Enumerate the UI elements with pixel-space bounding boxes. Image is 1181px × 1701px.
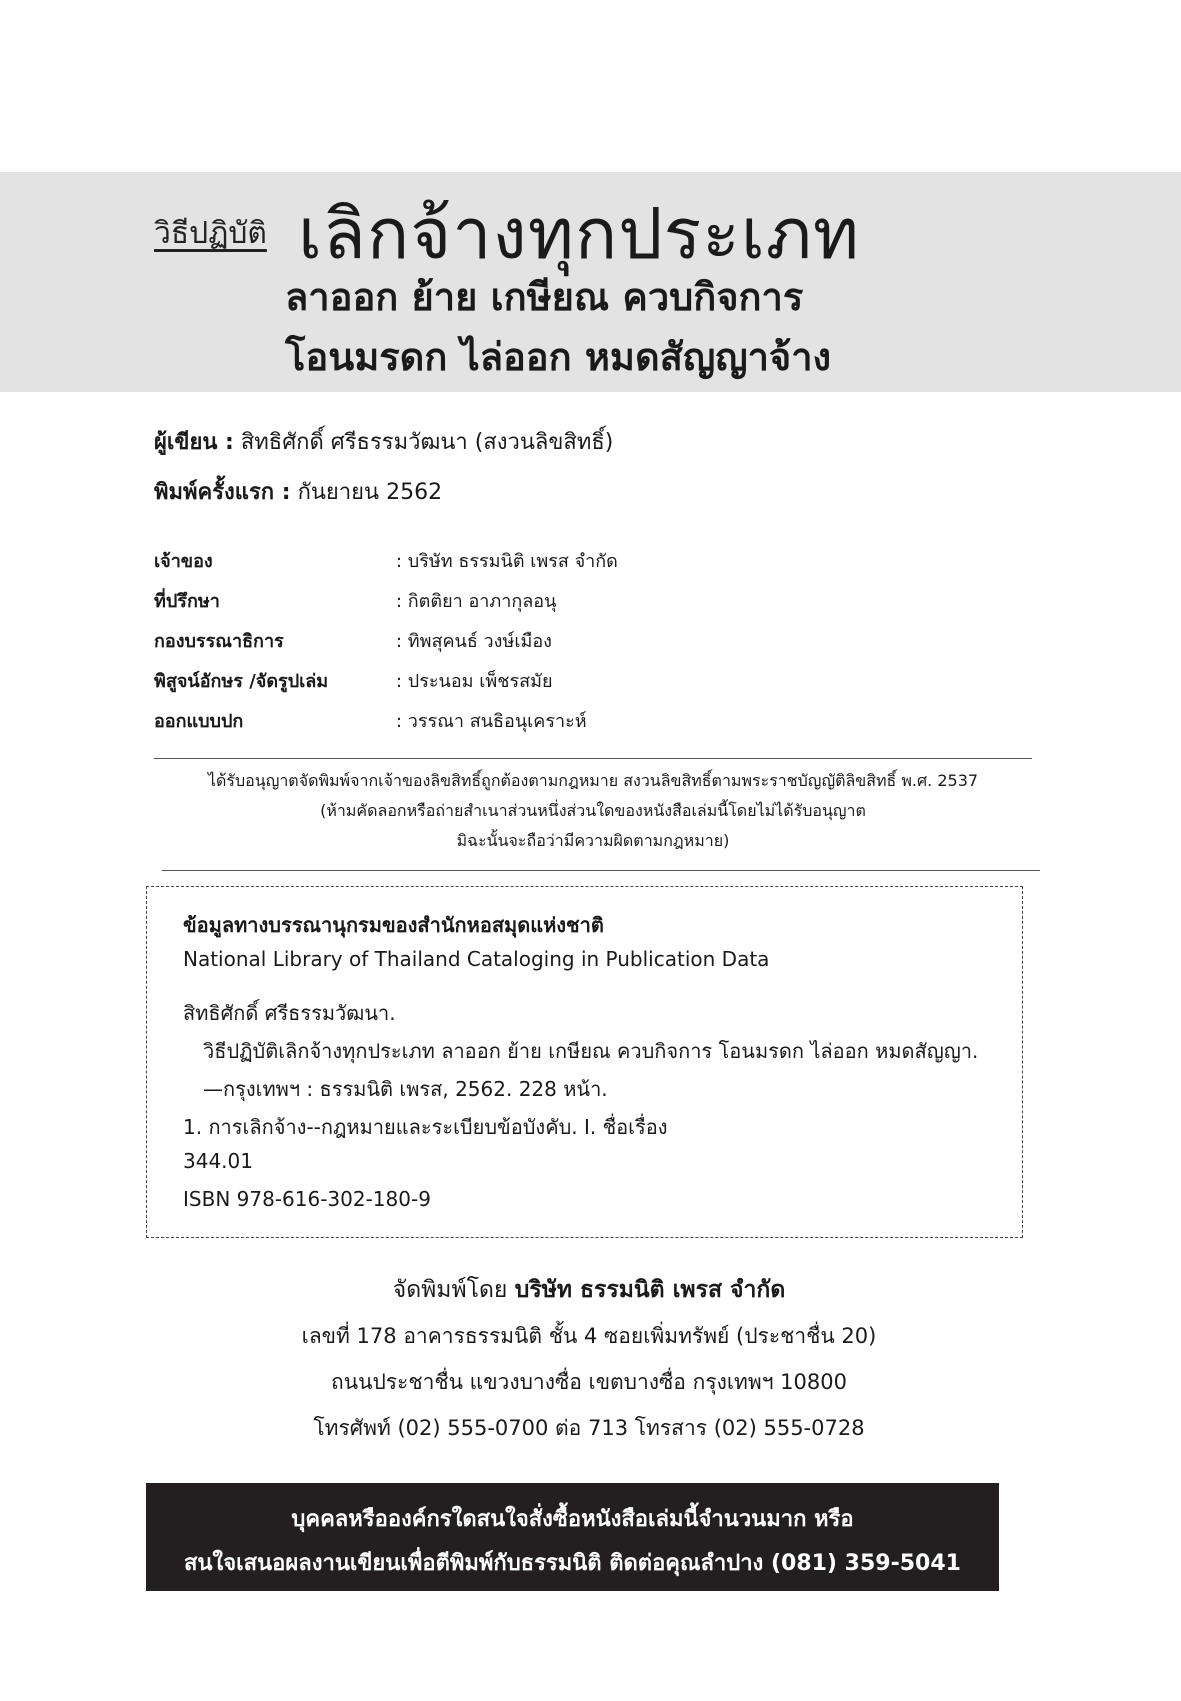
first-print-label: พิมพ์ครั้งแรก :	[154, 480, 291, 505]
publisher-contact: โทรศัพท์ (02) 555-0700 ต่อ 713 โทรสาร (02) 555-0728	[313, 1416, 865, 1440]
credit-label: พิสูจน์อักษร /จัดรูปเล่ม	[154, 671, 329, 692]
cip-title: วิธีปฏิบัติเลิกจ้างทุกประเภท ลาออก ย้าย เกษียณ ควบกิจการ โอนมรดก ไล่ออก หมดสัญญา.	[203, 1039, 979, 1063]
publisher-address-2: ถนนประชาชื่น แขวงบางซื่อ เขตบางซื่อ กรุงเทพฯ 10800	[331, 1370, 847, 1394]
credit-row-owner	[154, 540, 854, 580]
publisher-address-1: เลขที่ 178 อาคารธรรมนิติ ชั้น 4 ซอยเพิ่มทรัพย์ (ประชาชื่น 20)	[301, 1324, 877, 1348]
credit-row-editorial	[154, 620, 854, 660]
credit-value: : ประนอม เพ็ชรสมัย	[396, 671, 553, 692]
copyright-line-3: มิฉะนั้นจะถือว่ามีความผิดตามกฎหมาย)	[456, 831, 730, 850]
author-value: สิทธิศักดิ์ ศรีธรรมวัฒนา (สงวนลิขสิทธิ์)	[240, 430, 614, 455]
credit-label: ที่ปรึกษา	[154, 591, 220, 612]
cip-imprint: —กรุงเทพฯ : ธรรมนิติ เพรส, 2562. 228 หน้า.	[203, 1077, 608, 1101]
credit-value: : บริษัท ธรรมนิติ เพรส จำกัด	[396, 551, 618, 572]
cip-heading-thai: ข้อมูลทางบรรณานุกรมของสำนักหอสมุดแห่งชาติ	[183, 913, 604, 937]
cip-isbn: ISBN 978-616-302-180-9	[183, 1187, 431, 1211]
author-label: ผู้เขียน :	[154, 430, 234, 455]
cip-heading-english: National Library of Thailand Cataloging in Publication Data	[183, 947, 770, 971]
copyright-line-2: (ห้ามคัดลอกหรือถ่ายสำเนาส่วนหนึ่งส่วนใดของหนังสือเล่มนี้โดยไม่ได้รับอนุญาต	[320, 801, 866, 820]
credit-row-proofreading	[154, 660, 854, 700]
publisher-line	[154, 1272, 1024, 1308]
credit-value: : ทิพสุคนธ์ วงษ์เมือง	[396, 631, 552, 652]
divider-top	[154, 758, 1032, 759]
first-print-value: กันยายน 2562	[297, 480, 443, 505]
credit-value: : กิตติยา อาภากุลอนุ	[396, 591, 557, 612]
cip-classification: 344.01	[183, 1149, 253, 1173]
cip-subject: 1. การเลิกจ้าง--กฎหมายและระเบียบข้อบังคับ. I. ชื่อเรื่อง	[183, 1115, 668, 1139]
notice-line-2: สนใจเสนอผลงานเขียนเพื่อตีพิมพ์กับธรรมนิติ ติดต่อคุณลำปาง (081) 359-5041	[184, 1551, 961, 1576]
book-subtitle-line-1: ลาออก ย้าย เกษียณ ควบกิจการ	[285, 275, 804, 319]
notice-line-1: บุคคลหรือองค์กรใดสนใจสั่งซื้อหนังสือเล่มนี้จำนวนมาก หรือ	[291, 1507, 854, 1532]
credit-label: กองบรรณาธิการ	[154, 631, 284, 652]
copyright-line-1: ได้รับอนุญาตจัดพิมพ์จากเจ้าของลิขสิทธิ์ถูกต้องตามกฎหมาย สงวนลิขสิทธิ์ตามพระราชบัญญัติลิขสิทธิ์ พ.ศ. 2537	[207, 771, 979, 790]
author-line	[154, 424, 613, 459]
book-subtitle-line-2: โอนมรดก ไล่ออก หมดสัญญาจ้าง	[285, 335, 832, 379]
credit-label: ออกแบบปก	[154, 711, 244, 732]
credit-row-advisor	[154, 580, 854, 620]
order-notice-banner	[146, 1483, 999, 1591]
divider-bottom	[162, 870, 1040, 871]
credits-list	[154, 540, 854, 740]
title-prefix: วิธีปฏิบัติ	[154, 216, 267, 251]
credit-row-cover-design	[154, 700, 854, 740]
credit-value: : วรรณา สนธิอนุเคราะห์	[396, 711, 587, 732]
publisher-name: บริษัท ธรรมนิติ เพรส จำกัด	[514, 1277, 786, 1303]
credit-label: เจ้าของ	[154, 551, 213, 572]
cip-author: สิทธิศักดิ์ ศรีธรรมวัฒนา.	[183, 1001, 396, 1025]
publisher-intro: จัดพิมพ์โดย	[392, 1277, 508, 1303]
cip-data-box	[146, 886, 1023, 1238]
first-print-line	[154, 474, 442, 509]
book-title: เลิกจ้างทุกประเภท	[298, 193, 861, 275]
copyright-notice	[154, 766, 1032, 856]
